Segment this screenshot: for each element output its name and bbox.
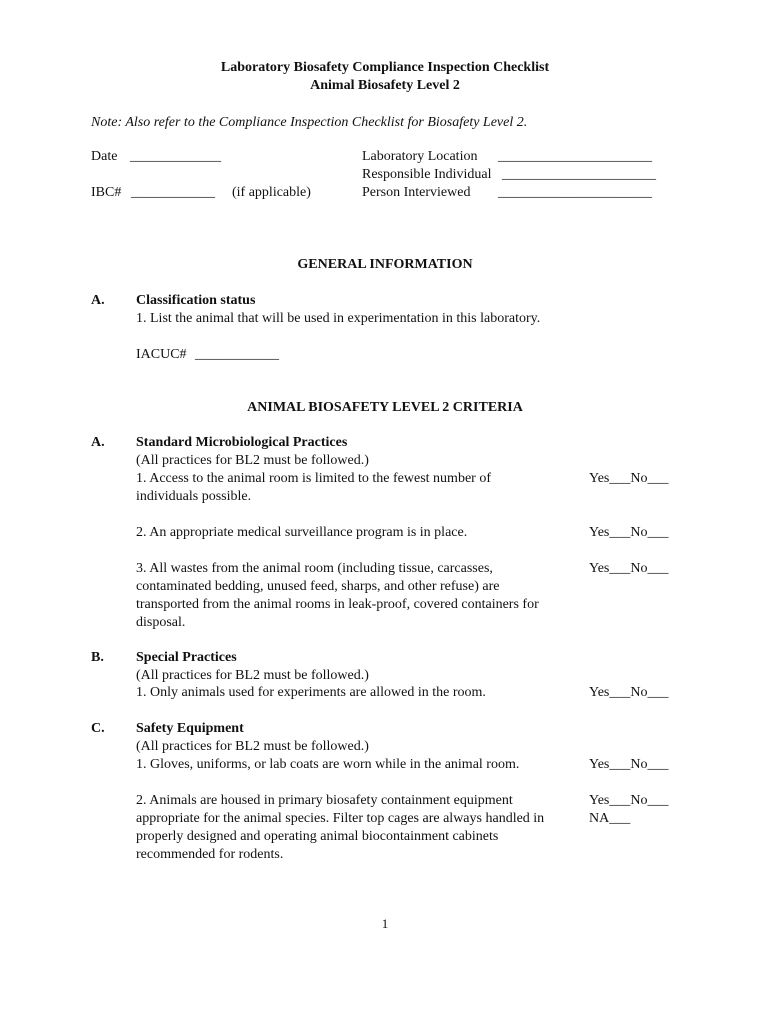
responsible-field[interactable]: ______________________ xyxy=(502,167,656,182)
date-field[interactable]: _____________ xyxy=(130,149,221,164)
iacuc-field[interactable]: ____________ xyxy=(195,347,279,362)
lab-location-label: Laboratory Location xyxy=(362,149,478,164)
criteria-heading: ANIMAL BIOSAFETY LEVEL 2 CRITERIA xyxy=(247,400,523,415)
section-subtitle: (All practices for BL2 must be followed.) xyxy=(136,453,369,468)
section-title: Standard Microbiological Practices xyxy=(136,435,348,450)
page-number: 1 xyxy=(381,916,389,931)
checklist-item: 2. Animals are housed in primary biosafety containment equipment appropriate for the animal species. Filter top cages are always handled in properly designed and operating animal biocontainment cabinets recommended for rodents. xyxy=(136,793,545,862)
document-title: Laboratory Biosafety Compliance Inspection Checklist xyxy=(220,60,550,75)
checklist-item: 2. An appropriate medical surveillance program is in place. xyxy=(136,525,468,540)
interviewed-label: Person Interviewed xyxy=(362,185,471,200)
section-letter: C. xyxy=(91,721,105,736)
section-subtitle: (All practices for BL2 must be followed.) xyxy=(136,668,369,683)
ibc-suffix: (if applicable) xyxy=(232,185,311,200)
iacuc-label: IACUC# xyxy=(136,347,187,362)
note-text: Note: Also refer to the Compliance Inspection Checklist for Biosafety Level 2. xyxy=(91,115,528,130)
yes-no-field[interactable]: Yes___No___ xyxy=(589,471,669,486)
section-letter: A. xyxy=(91,435,105,450)
checklist-item: 1. Only animals used for experiments are allowed in the room. xyxy=(136,685,486,700)
yes-no-field[interactable]: Yes___No___ xyxy=(589,757,669,772)
lab-location-field[interactable]: ______________________ xyxy=(498,149,652,164)
section-title: Safety Equipment xyxy=(136,721,244,736)
date-label: Date xyxy=(91,149,118,164)
document-subtitle: Animal Biosafety Level 2 xyxy=(310,78,460,93)
section-subtitle: (All practices for BL2 must be followed.) xyxy=(136,739,369,754)
yes-no-field[interactable]: Yes___No___ xyxy=(589,685,669,700)
general-info-heading: GENERAL INFORMATION xyxy=(297,257,473,272)
na-field[interactable]: NA___ xyxy=(589,811,631,826)
checklist-item: 1. Gloves, uniforms, or lab coats are worn while in the animal room. xyxy=(136,757,520,772)
section-letter: A. xyxy=(91,293,105,308)
checklist-item: 3. All wastes from the animal room (including tissue, carcasses, contaminated bedding, unused feed, sharps, and other refuse) are transported from the animal rooms in leak-proof, covered containers for disposal. xyxy=(136,561,539,630)
section-title: Classification status xyxy=(136,293,256,308)
interviewed-field[interactable]: ______________________ xyxy=(498,185,652,200)
yes-no-field[interactable]: Yes___No___ xyxy=(589,525,669,540)
responsible-label: Responsible Individual xyxy=(362,167,492,182)
list-item: 1. List the animal that will be used in experimentation in this laboratory. xyxy=(136,311,541,326)
checklist-item: 1. Access to the animal room is limited to the fewest number of individuals possible. xyxy=(136,471,491,504)
ibc-field[interactable]: ____________ xyxy=(131,185,215,200)
yes-no-field[interactable]: Yes___No___ xyxy=(589,561,669,576)
yes-no-field[interactable]: Yes___No___ xyxy=(589,793,669,808)
ibc-label: IBC# xyxy=(91,185,122,200)
section-title: Special Practices xyxy=(136,650,237,665)
section-letter: B. xyxy=(91,650,104,665)
